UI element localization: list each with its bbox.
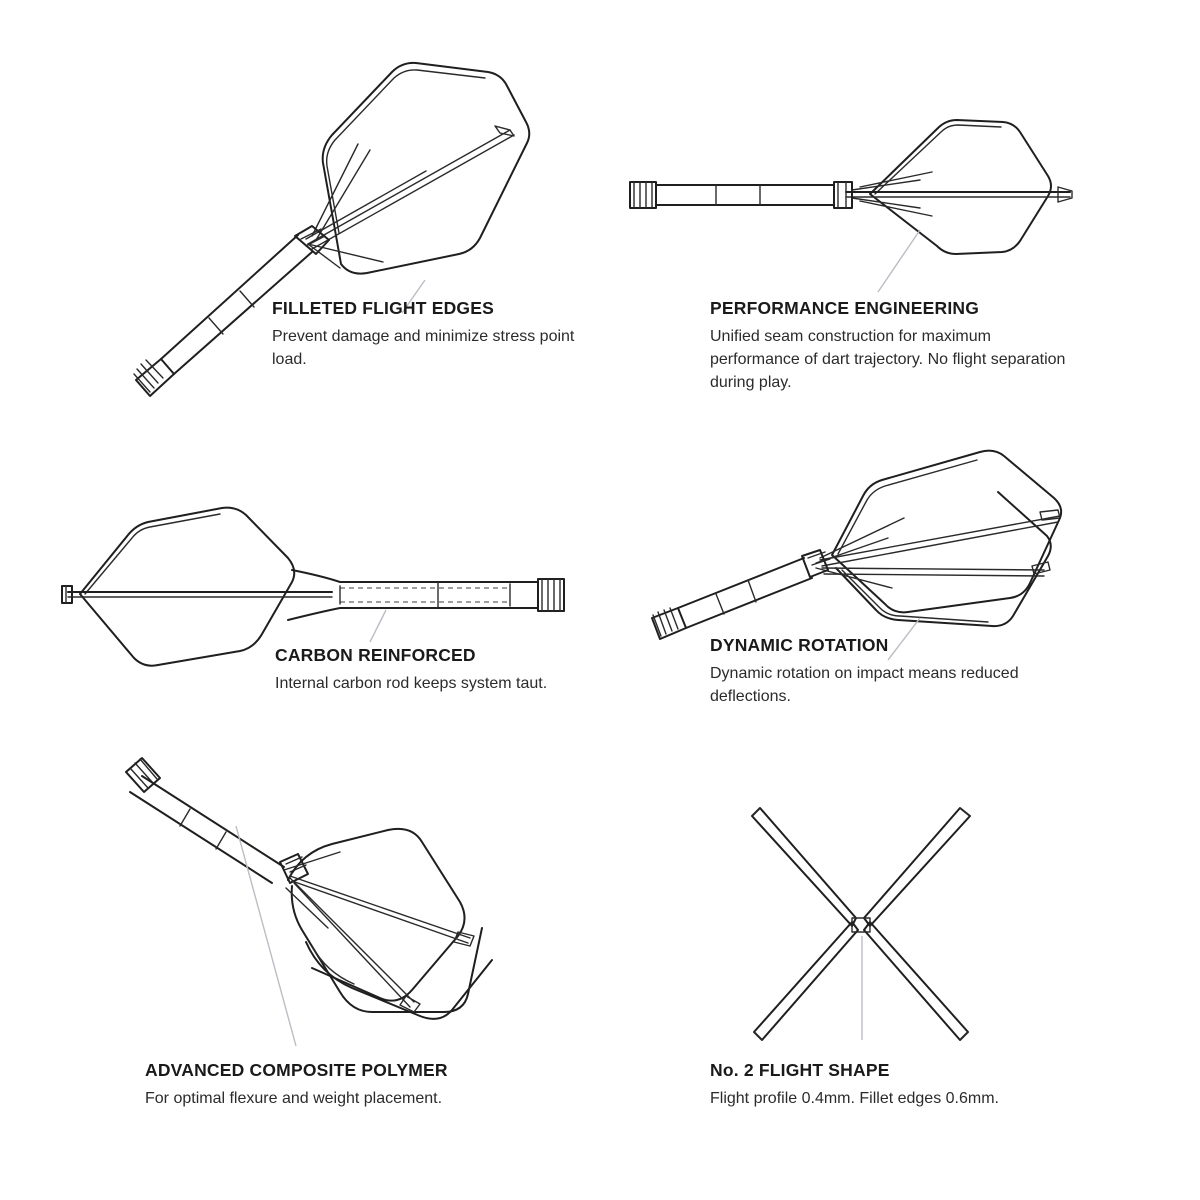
- caption-body: Prevent damage and minimize stress point load.: [272, 328, 575, 369]
- caption-title: FILLETED FLIGHT EDGES: [272, 298, 494, 318]
- caption-title: DYNAMIC ROTATION: [710, 635, 889, 655]
- caption-title: ADVANCED COMPOSITE POLYMER: [145, 1060, 448, 1080]
- caption-no2-flight-shape: [710, 1060, 999, 1110]
- caption-performance-engineering: [710, 298, 1070, 395]
- caption-body: Internal carbon rod keeps system taut.: [275, 675, 548, 692]
- panel-no2-flight-shape: [620, 740, 1180, 1140]
- caption-body: For optimal flexure and weight placement.: [145, 1090, 443, 1107]
- caption-title: CARBON REINFORCED: [275, 645, 476, 665]
- caption-body: Dynamic rotation on impact means reduced deflections.: [710, 665, 1019, 706]
- panel-dynamic-rotation: [620, 420, 1180, 740]
- panel-performance-engineering: [620, 30, 1180, 430]
- caption-body: Unified seam construction for maximum performance of dart trajectory. No flight separation during play.: [710, 328, 1066, 392]
- caption-advanced-composite-polymer: [145, 1060, 448, 1110]
- caption-body: Flight profile 0.4mm. Fillet edges 0.6mm.: [710, 1090, 999, 1107]
- caption-filleted-flight-edges: [272, 298, 600, 371]
- caption-dynamic-rotation: [710, 635, 1070, 708]
- caption-title: PERFORMANCE ENGINEERING: [710, 298, 980, 318]
- panel-advanced-composite-polymer: [40, 740, 600, 1140]
- caption-title: No. 2 FLIGHT SHAPE: [710, 1060, 890, 1080]
- panel-carbon-reinforced: [40, 430, 600, 740]
- panel-filleted-flight-edges: [40, 30, 600, 420]
- caption-carbon-reinforced: [275, 645, 547, 695]
